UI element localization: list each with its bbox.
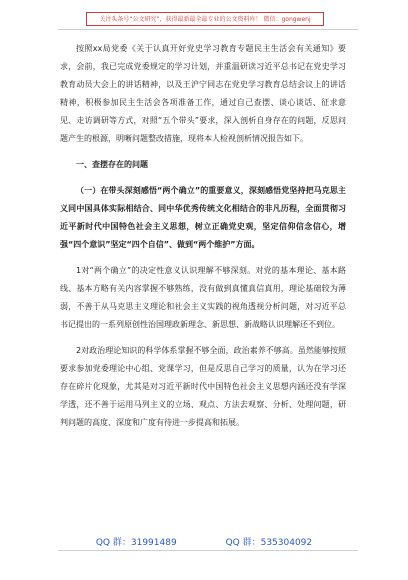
qq-group-1: QQ 群：31991489 [95,538,177,548]
header-divider [58,29,358,30]
qq-group-2: QQ 群：535304092 [225,538,313,548]
footer-contact [0,535,408,548]
footer-divider [58,550,358,551]
section-heading: 一、查摆存在的问题 [76,160,148,169]
subsection-heading: （一）在带头深刻感悟“两个确立”的重要意义，深刻感悟党坚持把马克思主义同中国具体实际相结合、同中华优秀传统文化相结合的非凡历程，全面贯彻习近平新时代中国特色社会主义思想，树立正确党史观，坚定信仰信念信心，增强“四个意识”坚定“四个自信”、做到“两个维护”方面。 [60,186,346,249]
issue-paragraph-2: 2对政治理论知识的科学体系掌握不够全面，政治素养不够高。虽然能够按照要求参加党委理论中心组、党课学习，但是反思自己学习的质量，认为在学习还存在碎片化现象，尤其是对习近平新时代中国特色社会主义思想内涵还没有学深学透，还不善于运用马列主义的立场、观点、方法去观察、分析、处理问题，研判问题的高度、深度和广度有待进一步提高和拓展。 [60,346,346,427]
promo-banner: 关注头条号“公文研究”，获得最新最全最专业的公文资料库！ 微信：gongwenj [86,12,324,26]
document-body [60,40,346,432]
issue-paragraph-1: 1对“两个确立”的决定性意义认识理解不够深刻。对党的基本理论、基本路线、基本方略有关内容掌握不够熟练，没有做到真懂真信真用，理论基础较为薄弱，不善于从马克思主义理论和社会主义实践的视角透视分析问题，对习近平总书记提出的一系列原创性治国理政新理念、新思想、新战略认识理解还不到位。 [60,266,346,329]
intro-paragraph: 按照xx局党委《关于认真开好党史学习教育专题民主生活会有关通知》要求，会前，我已完成党委规定的学习计划，并重温研读习近平总书记在党史学习教育动员大会上的讲话精神，以及王沪宁同志在党史学习教育总结会议上的讲话精神，积极参加民主生活会各项准备工作，通过自己查摆、谈心谈话、征求意见、走访调研等方式，对照“五个带头”要求，深入剖析自身存在的问题，反思问题产生的根源，明晰问题整改措施，现将本人检视剖析情况报告如下。 [60,44,346,143]
